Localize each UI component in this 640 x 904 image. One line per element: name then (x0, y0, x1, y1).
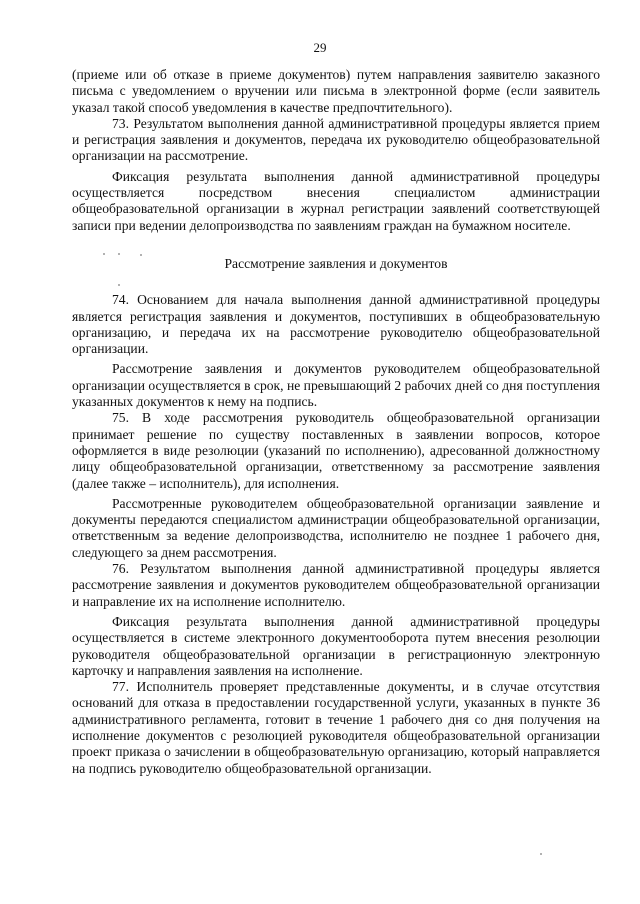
paragraph-74-term: Рассмотрение заявления и документов руководителем общеобразовательной организации осуществляется в срок, не превышающий 2 рабочих дней со дня поступления указанных документов к нему на подпись. (72, 361, 600, 410)
scan-speck (118, 284, 120, 286)
section-heading: Рассмотрение заявления и документов (224, 255, 448, 271)
scan-speck (140, 254, 142, 256)
paragraph-75-transfer: Рассмотренные руководителем общеобразовательной организации заявление и документы передаются специалистом администрации общеобразовательной организации, ответственным за ведение делопроизводства, исполнителю не позднее 1 рабочего дня, следующего за днем рассмотрения. (72, 495, 600, 560)
paragraph-76: 76. Результатом выполнения данной административной процедуры является рассмотрение заявления и документов руководителем общеобразовательной организации и направление их на исполнение исполнителю. (72, 561, 600, 609)
paragraph-75: 75. В ходе рассмотрения руководитель общеобразовательной организации принимает решение по существу поставленных в заявлении вопросов, которое оформляется в виде резолюции (указаний по исполнению), адресованной должностному лицу общеобразовательной организации, ответственному за рассмотрение заявления (далее также – исполнитель), для исполнения. (72, 410, 600, 491)
scan-speck (540, 853, 542, 855)
page-number: 29 (313, 40, 327, 55)
paragraph-77: 77. Исполнитель проверяет представленные документы, и в случае отсутствия оснований для отказа в предоставлении государственной услуги, указанных в пункте 36 административного регламента, готовит в течение 1 рабочего дня со дня получения на исполнение документов с резолюцией руководителя общеобразовательной организации проект приказа о зачислении в общеобразовательную организацию, который направляется на подпись руководителю общеобразовательной организации. (72, 679, 600, 776)
paragraph-76-fixation: Фиксация результата выполнения данной административной процедуры осуществляется в системе электронного документооборота путем внесения резолюции руководителя общеобразовательной организации в регистрационную электронную карточку и направления заявления на исполнение. (72, 613, 600, 678)
paragraph-continuation: (приеме или об отказе в приеме документов) путем направления заявителю заказного письма с уведомлением о вручении или письма в электронной форме (если заявитель указал такой способ уведомления в качестве предпочтительного). (72, 67, 600, 115)
document-body (72, 67, 600, 777)
paragraph-74: 74. Основанием для начала выполнения данной административной процедуры является регистрация заявления и документов, поступивших в общеобразовательную организацию, и передача их на рассмотрение руководителю общеобразовательной организации. (72, 292, 600, 357)
scan-speck (118, 253, 120, 255)
paragraph-73: 73. Результатом выполнения данной административной процедуры является прием и регистрация заявления и документов, передача их руководителю общеобразовательной организации на рассмотрение. (72, 115, 600, 164)
scan-speck (103, 253, 105, 255)
paragraph-73-fixation: Фиксация результата выполнения данной административной процедуры осуществляется посредством внесения специалистом администрации общеобразовательной организации в журнал регистрации заявлений соответствующей записи при ведении делопроизводства по заявлениям граждан на бумажном носителе. (72, 168, 600, 233)
